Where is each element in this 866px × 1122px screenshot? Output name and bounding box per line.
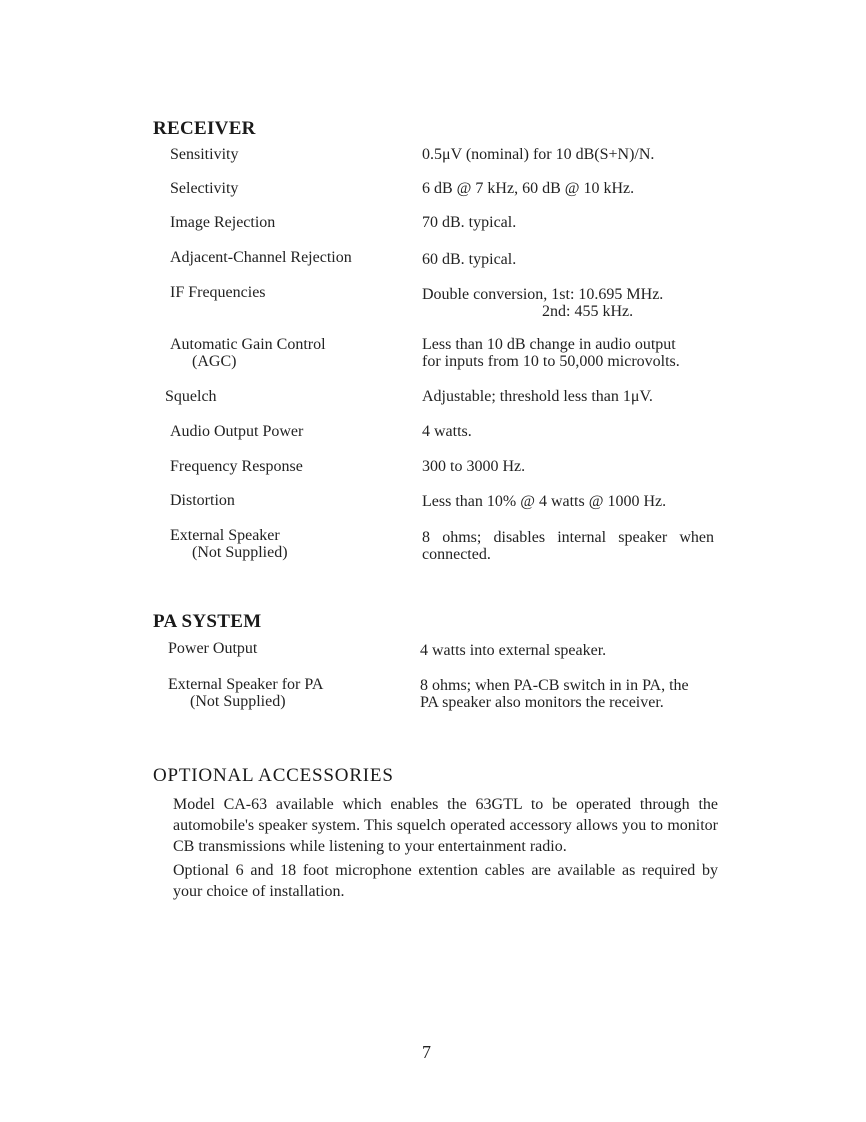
spec-label-audio-output: Audio Output Power (170, 423, 304, 440)
pa-speaker-value-line1: 8 ohms; when PA-CB switch in in PA, the (420, 677, 689, 694)
optional-accessories-heading: OPTIONAL ACCESSORIES (153, 765, 394, 786)
agc-value-line2: for inputs from 10 to 50,000 microvolts. (422, 353, 680, 370)
spec-label-if-frequencies: IF Frequencies (170, 284, 266, 301)
spec-label-external-speaker (170, 527, 288, 561)
spec-label-pa-external-speaker (168, 676, 323, 710)
spec-value-distortion: Less than 10% @ 4 watts @ 1000 Hz. (422, 493, 667, 510)
accessories-paragraph-2: Optional 6 and 18 foot microphone extention cables are available as required by your choice of installation. (173, 862, 718, 900)
spec-value-selectivity: 6 dB @ 7 kHz, 60 dB @ 10 kHz. (422, 180, 635, 197)
spec-label-distortion: Distortion (170, 492, 235, 509)
spec-label-agc (170, 336, 326, 370)
pa-system-heading: PA SYSTEM (153, 611, 262, 632)
spec-value-power-output: 4 watts into external speaker. (420, 642, 607, 659)
spec-value-external-speaker (422, 529, 714, 563)
pa-speaker-label-line2: (Not Supplied) (190, 693, 286, 710)
page-number: 7 (422, 1042, 431, 1062)
spec-value-frequency-response: 300 to 3000 Hz. (422, 458, 526, 475)
spec-label-selectivity: Selectivity (170, 180, 239, 197)
receiver-heading: RECEIVER (153, 118, 256, 139)
spec-label-power-output: Power Output (168, 640, 258, 657)
ext-speaker-value-line1: 8 ohms; disables internal speaker when (422, 529, 714, 546)
spec-label-sensitivity: Sensitivity (170, 146, 239, 163)
pa-speaker-label-line1: External Speaker for PA (168, 676, 324, 693)
spec-value-squelch: Adjustable; threshold less than 1μV. (422, 388, 653, 405)
agc-value-line1: Less than 10 dB change in audio output (422, 336, 676, 353)
spec-value-if-frequencies (422, 286, 663, 320)
spec-value-agc (422, 336, 680, 370)
spec-value-pa-external-speaker (420, 677, 689, 711)
pa-speaker-value-line2: PA speaker also monitors the receiver. (420, 694, 664, 711)
spec-value-image-rejection: 70 dB. typical. (422, 214, 517, 231)
agc-label-line1: Automatic Gain Control (170, 336, 326, 353)
ext-speaker-label-line1: External Speaker (170, 527, 280, 544)
if-line-2nd: 2nd: 455 kHz. (542, 303, 634, 320)
spec-label-image-rejection: Image Rejection (170, 214, 276, 231)
ext-speaker-label-line2: (Not Supplied) (192, 544, 288, 561)
ext-speaker-value-line2: connected. (422, 546, 491, 563)
spec-label-frequency-response: Frequency Response (170, 458, 303, 475)
spec-value-adjacent-channel: 60 dB. typical. (422, 251, 517, 268)
spec-label-squelch: Squelch (165, 388, 217, 405)
spec-label-adjacent-channel: Adjacent-Channel Rejection (170, 249, 352, 266)
spec-value-audio-output: 4 watts. (422, 423, 472, 440)
agc-label-line2: (AGC) (192, 353, 237, 370)
if-line-1st: Double conversion, 1st: 10.695 MHz. (422, 286, 664, 303)
accessories-paragraph-1: Model CA-63 available which enables the 63GTL to be operated through the automobile's speaker system. This squelch operated accessory allows you to monitor CB transmissions while listening to your entertainment radio. (173, 796, 718, 855)
spec-value-sensitivity: 0.5μV (nominal) for 10 dB(S+N)/N. (422, 146, 655, 163)
